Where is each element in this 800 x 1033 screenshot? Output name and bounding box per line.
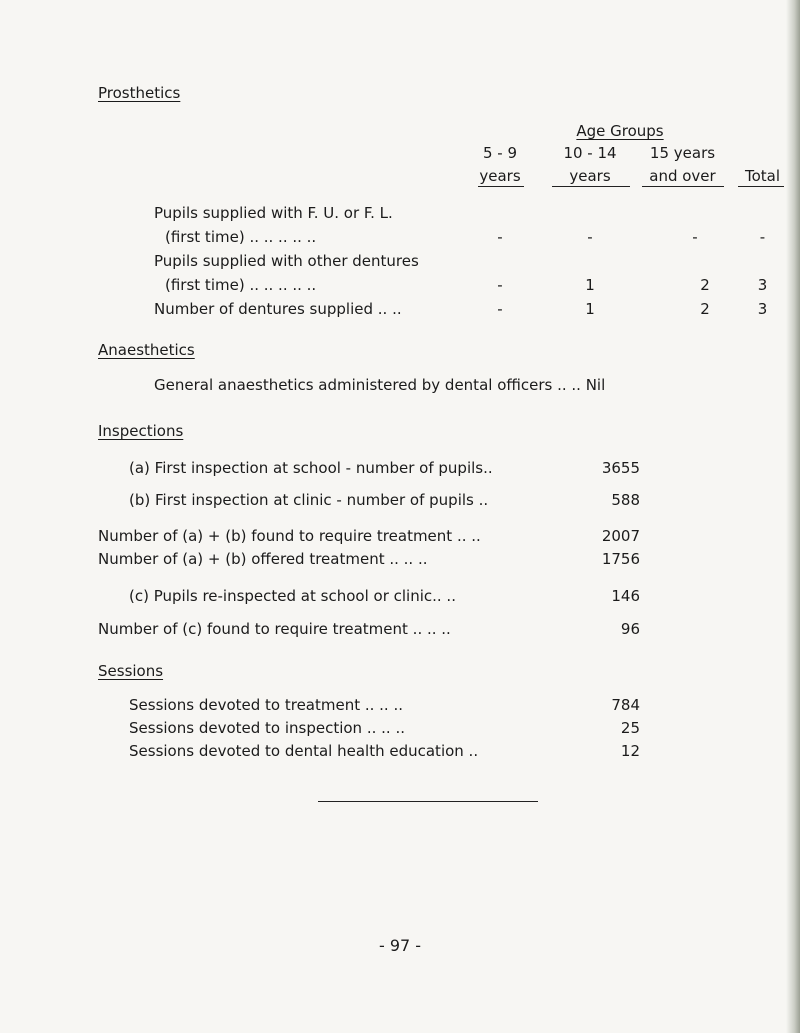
anaesthetics-line: General anaesthetics administered by dental officers .. .. Nil — [154, 376, 606, 394]
row-dentures-supplied-v3: 2 — [700, 300, 710, 318]
inspection-row-a-label: (a) First inspection at school - number of pupils.. — [129, 459, 493, 477]
inspections-heading: Inspections — [98, 422, 184, 440]
row-fu-fl-total: - — [759, 228, 766, 246]
row-fu-fl-v3: - — [692, 228, 698, 246]
col-5-9-rule — [478, 186, 524, 187]
row-dentures-supplied-total: 3 — [757, 300, 768, 318]
inspection-row-c-value: 146 — [611, 587, 640, 605]
row-other-dentures-v1: - — [497, 276, 503, 294]
prosthetics-heading: Prosthetics — [98, 84, 181, 102]
row-other-dentures-v2: 1 — [585, 276, 595, 294]
session-treatment-value: 784 — [611, 696, 640, 714]
col-total: Total — [744, 167, 781, 185]
row-dentures-supplied-v2: 1 — [585, 300, 595, 318]
col-5-9-line1: 5 - 9 — [482, 144, 518, 162]
col-total-rule — [738, 186, 784, 187]
inspection-row-b-label: (b) First inspection at clinic - number of pupils .. — [129, 491, 489, 509]
inspection-row-a-value: 3655 — [601, 459, 640, 477]
row-fu-fl-label-line2: (first time) .. .. .. .. .. — [165, 228, 317, 246]
age-groups-label: Age Groups — [576, 122, 664, 140]
session-inspection-label: Sessions devoted to inspection .. .. .. — [129, 719, 405, 737]
row-fu-fl-v1: - — [497, 228, 503, 246]
row-fu-fl-v2: - — [587, 228, 593, 246]
row-other-dentures-total: 3 — [757, 276, 768, 294]
inspection-row-ab-require-label: Number of (a) + (b) found to require treatment .. .. — [98, 527, 481, 545]
session-treatment-label: Sessions devoted to treatment .. .. .. — [129, 696, 404, 714]
col-15-over-line1: 15 years — [649, 144, 716, 162]
page-number: - 97 - — [378, 936, 422, 955]
col-15-over-line2: and over — [649, 167, 716, 185]
inspection-row-c-require-label: Number of (c) found to require treatment .. .. .. — [98, 620, 451, 638]
row-other-dentures-label-line2: (first time) .. .. .. .. .. — [165, 276, 317, 294]
inspection-row-ab-require-value: 2007 — [601, 527, 640, 545]
row-fu-fl-label-line1: Pupils supplied with F. U. or F. L. — [154, 204, 393, 222]
row-dentures-supplied-v1: - — [497, 300, 503, 318]
anaesthetics-heading: Anaesthetics — [98, 341, 195, 359]
session-education-label: Sessions devoted to dental health education .. — [129, 742, 479, 760]
session-education-value: 12 — [620, 742, 640, 760]
row-other-dentures-label-line1: Pupils supplied with other dentures — [154, 252, 419, 270]
inspection-row-ab-offered-value: 1756 — [601, 550, 640, 568]
sessions-heading: Sessions — [98, 662, 164, 680]
col-15-over-rule — [642, 186, 724, 187]
inspection-row-c-require-value: 96 — [620, 620, 640, 638]
col-10-14-line1: 10 - 14 — [563, 144, 617, 162]
session-inspection-value: 25 — [620, 719, 640, 737]
col-5-9-line2: years — [479, 167, 521, 185]
col-10-14-line2: years — [569, 167, 611, 185]
scan-edge-shadow — [786, 0, 800, 1033]
inspection-row-c-label: (c) Pupils re-inspected at school or clinic.. .. — [129, 587, 456, 605]
row-other-dentures-v3: 2 — [700, 276, 710, 294]
row-dentures-supplied-label: Number of dentures supplied .. .. — [154, 300, 402, 318]
inspection-row-ab-offered-label: Number of (a) + (b) offered treatment .. .. .. — [98, 550, 428, 568]
col-10-14-rule — [552, 186, 630, 187]
closing-rule — [318, 801, 538, 802]
inspection-row-b-value: 588 — [611, 491, 640, 509]
